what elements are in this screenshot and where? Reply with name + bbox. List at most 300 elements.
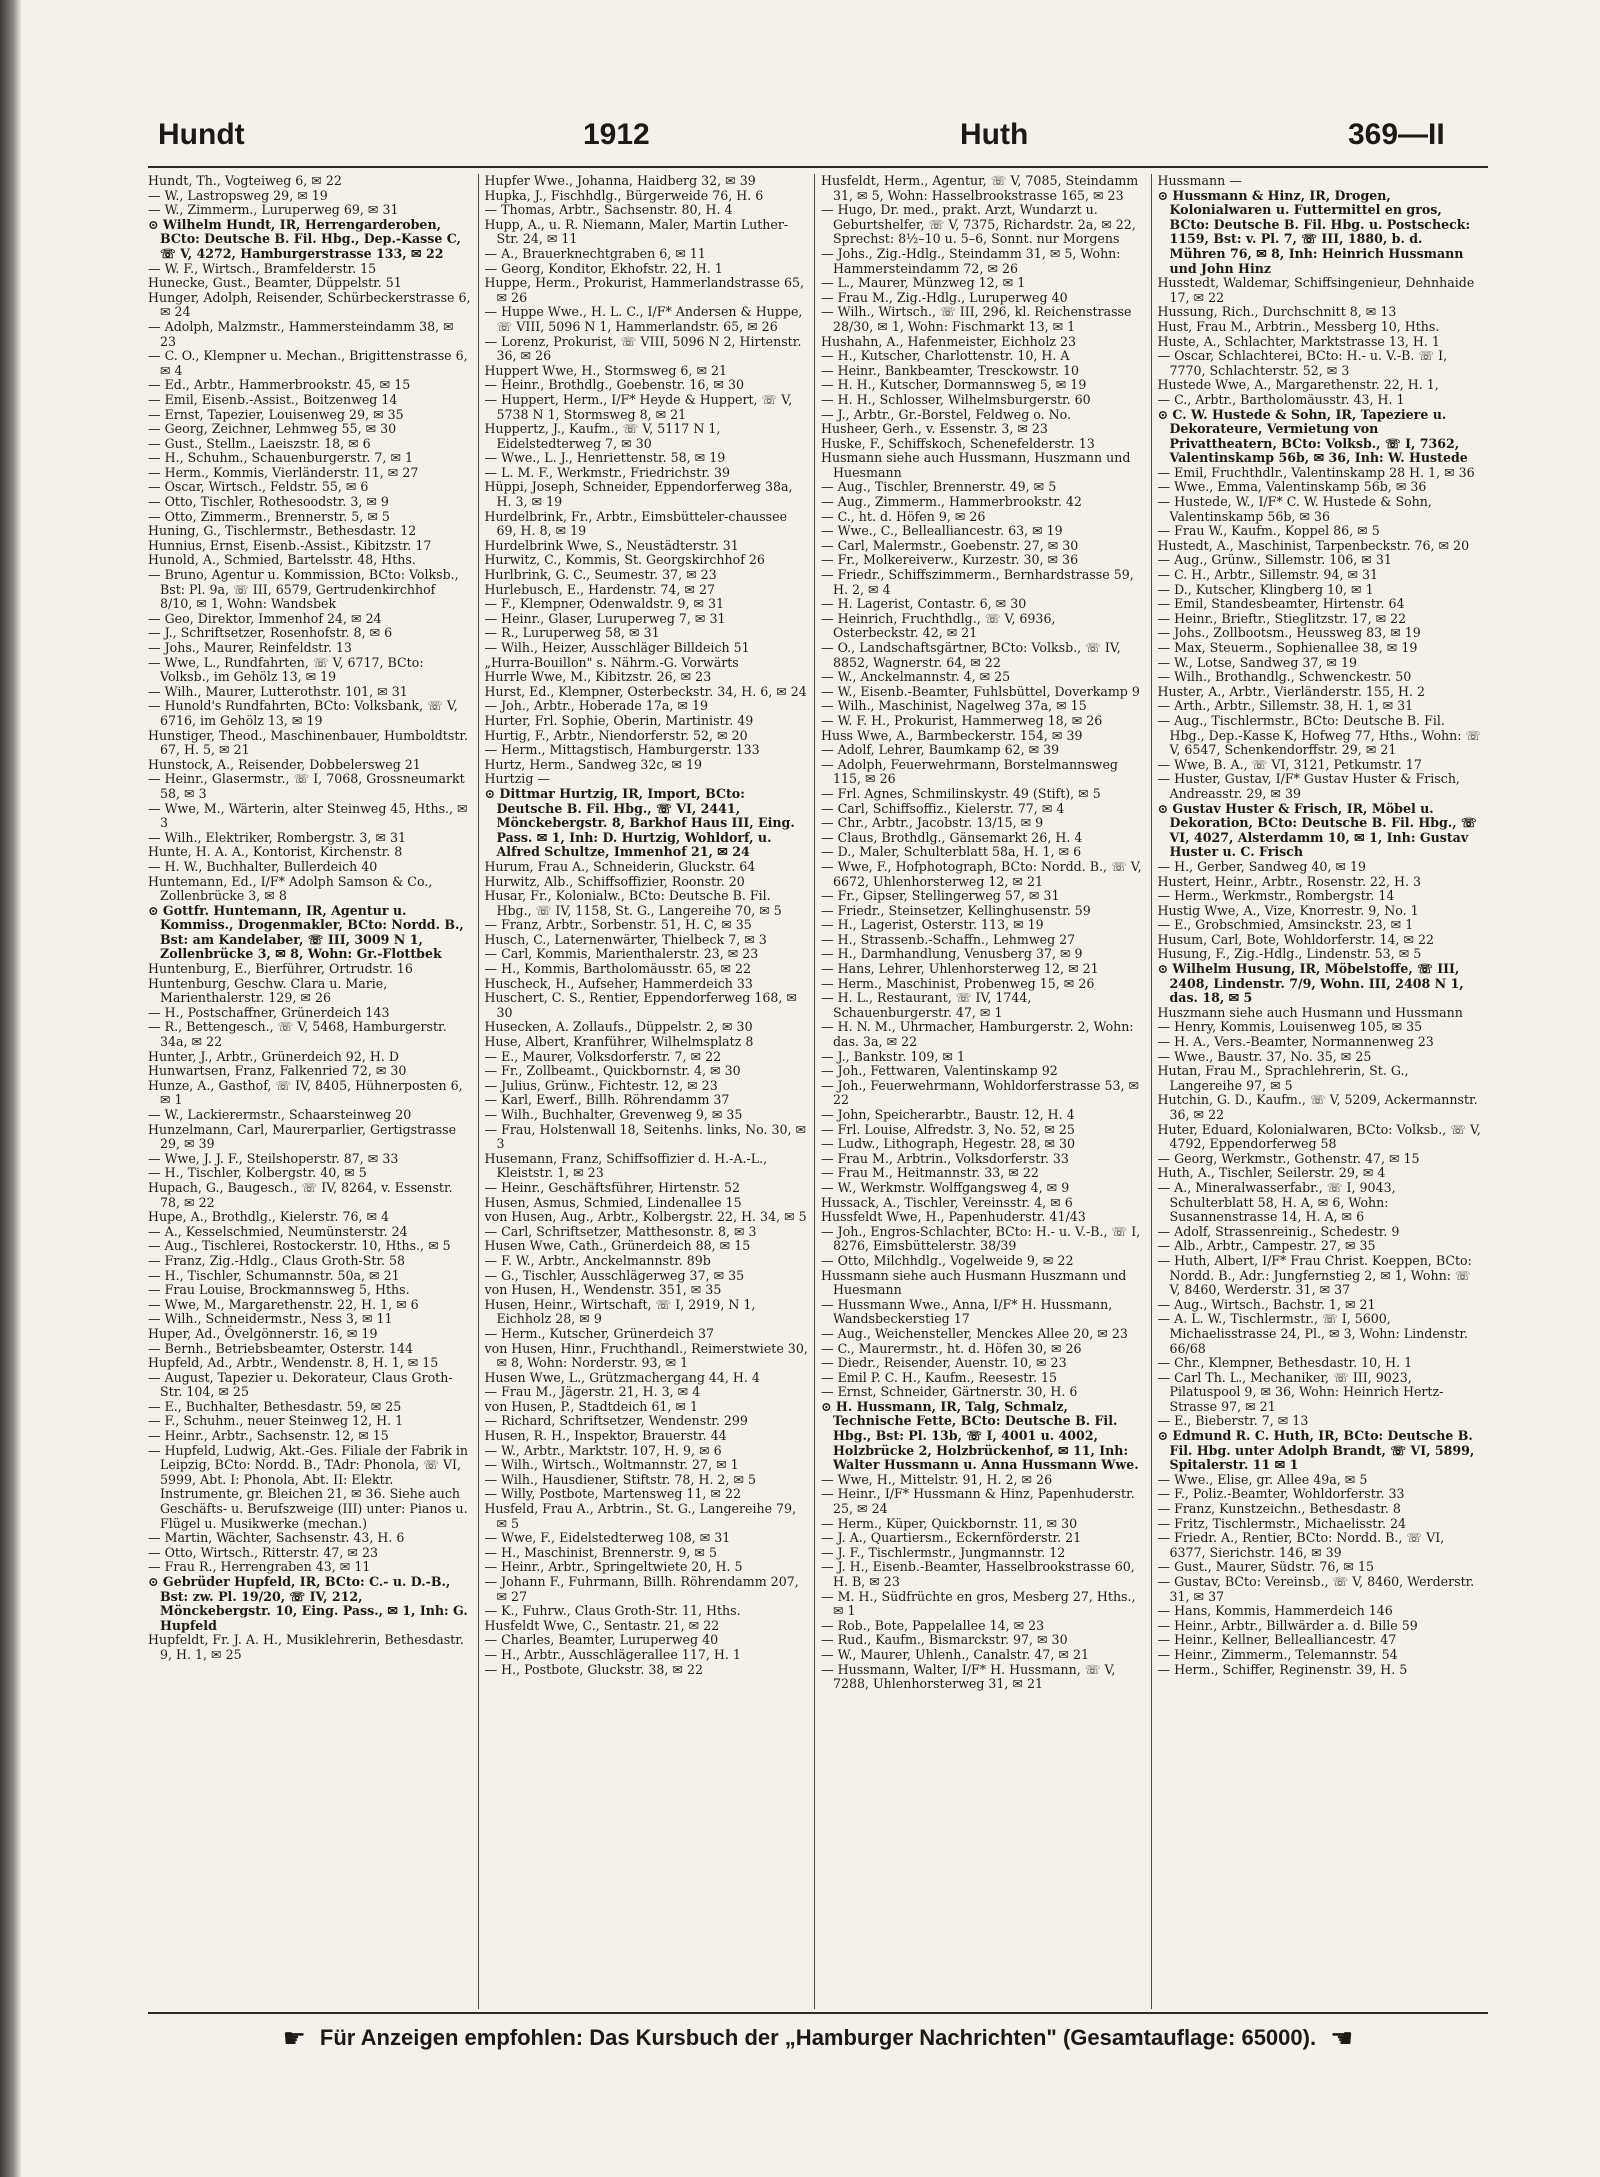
- directory-entry: — H., Arbtr., Ausschlägerallee 117, H. 1: [484, 1646, 741, 1662]
- directory-entry: Husstedt, Waldemar, Schiffsingenieur, Dehnhaide 17, ✉ 22: [1157, 275, 1475, 305]
- directory-entry: — W., Maurer, Uhlenh., Canalstr. 47, ✉ 21: [821, 1646, 1089, 1662]
- footer-advertisement-text: Für Anzeigen empfohlen: Das Kursbuch der „Hamburger Nachrichten" (Gesamtauflage: 65000).: [319, 2025, 1317, 2050]
- directory-entry: — Heinr., Glasermstr., ☏ I, 7068, Grossneumarkt 58, ✉ 3: [148, 771, 465, 801]
- directory-entry: Husum, Carl, Bote, Wohldorferstr. 14, ✉ 22: [1157, 931, 1435, 947]
- directory-entry: Hust, Frau M., Arbtrin., Messberg 10, Hths.: [1157, 318, 1440, 334]
- directory-entry: — H. L., Restaurant, ☏ IV, 1744, Schauenburgerstr. 47, ✉ 1: [821, 990, 1032, 1020]
- directory-entry: — Fritz, Tischlermstr., Michaelisstr. 24: [1157, 1515, 1407, 1531]
- directory-entry: — Wwe, L., Rundfahrten, ☏ V, 6717, BCto: Volksb., im Gehölz 13, ✉ 19: [148, 654, 424, 685]
- directory-entry: Hustert, Heinr., Arbtr., Rosenstr. 22, H. 3: [1157, 873, 1422, 889]
- header-rule: [148, 166, 1488, 168]
- directory-entry: — Herm., Kutscher, Grünerdeich 37: [484, 1325, 715, 1341]
- directory-entry: Hunnius, Ernst, Eisenb.-Assist., Kibitzstr. 17: [148, 537, 432, 553]
- directory-entry: Hupfeld, Ad., Arbtr., Wendenstr. 8, H. 1, ✉ 15: [148, 1355, 439, 1371]
- directory-entry: — H. N. M., Uhrmacher, Hamburgerstr. 2, Wohn: das. 3a, ✉ 22: [821, 1019, 1134, 1050]
- directory-entry: — M. H., Südfrüchte en gros, Mesberg 27, Hths., ✉ 1: [821, 1588, 1136, 1619]
- directory-entry: Hurlbrink, G. C., Seumestr. 37, ✉ 23: [484, 567, 717, 583]
- directory-entry: — W. F. H., Prokurist, Hammerweg 18, ✉ 26: [821, 712, 1103, 728]
- header-year: 1912: [583, 118, 650, 151]
- directory-entry: — Fr., Zollbeamt., Quickbornstr. 4, ✉ 30: [484, 1063, 741, 1079]
- directory-entry: — Gust., Maurer, Südstr. 76, ✉ 15: [1157, 1559, 1375, 1575]
- directory-entry: — Heinr., Bankbeamter, Tresckowstr. 10: [821, 362, 1080, 378]
- directory-entry: — Herm., Kommis, Vierländerstr. 11, ✉ 27: [148, 464, 419, 480]
- directory-entry: — Rud., Kaufm., Bismarckstr. 97, ✉ 30: [821, 1632, 1068, 1648]
- directory-entry: — W., Werkmstr. Wolffgangsweg 4, ✉ 9: [821, 1179, 1070, 1195]
- directory-entry: — E., Buchhalter, Bethesdastr. 59, ✉ 25: [148, 1398, 402, 1414]
- directory-entry: — Aug., Tischlerei, Rostockerstr. 10, Hths., ✉ 5: [148, 1238, 451, 1254]
- directory-entry: Huszmann siehe auch Husmann und Hussmann: [1157, 1004, 1463, 1020]
- footer-rule: [148, 2012, 1488, 2014]
- directory-entry: — Wilh., Schneidermstr., Ness 3, ✉ 11: [148, 1311, 393, 1327]
- directory-entry: — Chr., Klempner, Bethesdastr. 10, H. 1: [1157, 1355, 1413, 1371]
- directory-entry: Hurtz, Herm., Sandweg 32c, ✉ 19: [484, 756, 702, 772]
- directory-entry: — Otto, Milchhdlg., Vogelweide 9, ✉ 22: [821, 1252, 1074, 1268]
- directory-entry: Huper, Ad., Övelgönnerstr. 16, ✉ 19: [148, 1325, 378, 1341]
- directory-entry: Huth, A., Tischler, Seilerstr. 29, ✉ 4: [1157, 1165, 1386, 1181]
- directory-entry: ⊙ Wilhelm Hundt, IR, Herrengarderoben, BCto: Deutsche B. Fil. Hbg., Dep.-Kasse C, ☏ V, 4272, Hamburgerstrasse 133, ✉ 22: [148, 216, 461, 261]
- directory-entry: — Hugo, Dr. med., prakt. Arzt, Wundarzt u. Geburtshelfer, ☏ V, 7375, Richardstr. 2a, ✉ 22, Sprechst: 8½–10 u. 5–6, Sonnt. nur Morgens: [821, 202, 1136, 247]
- directory-entry: Husar, Fr., Kolonialw., BCto: Deutsche B. Fil. Hbg., ☏ IV, 1158, St. G., Langereihe 70, ✉ 5: [484, 888, 782, 918]
- directory-entry: Husen, Asmus, Schmied, Lindenallee 15: [484, 1194, 742, 1210]
- directory-entry: — Otto, Tischler, Rothesoodstr. 3, ✉ 9: [148, 494, 389, 510]
- directory-entry: — Aug., Grünw., Sillemstr. 106, ✉ 31: [1157, 552, 1392, 568]
- directory-entry: — Huster, Gustav, I/F* Gustav Huster & Frisch, Andreasstr. 29, ✉ 39: [1157, 771, 1460, 801]
- directory-entry: — Ernst, Schneider, Gärtnerstr. 30, H. 6: [821, 1384, 1078, 1400]
- directory-entry: — R., Luruperweg 58, ✉ 31: [484, 625, 660, 641]
- directory-entry: — W., Zimmerm., Luruperweg 69, ✉ 31: [148, 202, 399, 218]
- directory-entry: — Gust., Stellm., Laeiszstr. 18, ✉ 6: [148, 435, 371, 451]
- directory-entry: — Martin, Wächter, Sachsenstr. 43, H. 6: [148, 1530, 405, 1546]
- directory-entry: — Adolph, Malzmstr., Hammersteindamm 38, ✉ 23: [148, 318, 454, 349]
- directory-entry: Hustede Wwe, A., Margarethenstr. 22, H. 1,: [1157, 377, 1439, 393]
- directory-entry: Hurdelbrink, Fr., Arbtr., Eimsbütteler-chaussee 69, H. 8, ✉ 19: [484, 508, 788, 539]
- directory-entry: — Willy, Postbote, Martensweg 11, ✉ 22: [484, 1486, 742, 1502]
- pointing-hand-icon: ☛: [282, 2022, 306, 2053]
- directory-entry: — Carl, Kommis, Marienthalerstr. 23, ✉ 23: [484, 946, 759, 962]
- directory-entry: Huske, F., Schiffskoch, Schenefelderstr. 13: [821, 435, 1095, 451]
- directory-entry: — Ernst, Tapezier, Louisenweg 29, ✉ 35: [148, 406, 404, 422]
- directory-entry: — Henry, Kommis, Louisenweg 105, ✉ 35: [1157, 1019, 1423, 1035]
- directory-entry: — Johann F., Fuhrmann, Billh. Röhrendamm 207, ✉ 27: [484, 1574, 799, 1604]
- header-left-keyword: Hundt: [158, 118, 245, 151]
- directory-entry: — Wilh., Maurer, Lutterothstr. 101, ✉ 31: [148, 683, 408, 699]
- directory-entry: — Huth, Albert, I/F* Frau Christ. Koeppen, BCto: Nordd. B., Adr.: Jungfernstieg 2, ✉ 1, Wohn: ☏ V, 8460, Werderstr. 31, ✉ 37: [1157, 1252, 1472, 1298]
- directory-entry: — J., Schriftsetzer, Rosenhofstr. 8, ✉ 6: [148, 625, 393, 641]
- directory-entry: ⊙ Gustav Huster & Frisch, IR, Möbel u. Dekoration, BCto: Deutsche B. Fil. Hbg., ☏ VI, 4027, Alsterdamm 10, ✉ 1, Inh: Gustav Huster u. C. Frisch: [1157, 800, 1477, 860]
- directory-entry: — Herm., Mittagstisch, Hamburgerstr. 133: [484, 742, 760, 758]
- directory-entry: — L. M. F., Werkmstr., Friedrichstr. 39: [484, 464, 730, 480]
- directory-entry: — Aug., Tischlermstr., BCto: Deutsche B. Fil. Hbg., Dep.-Kasse K, Hofweg 77, Hths., Wohn: ☏ V, 6547, Schenkendorffstr. 29, ✉ 21: [1157, 712, 1482, 758]
- directory-entry: — Wilh., Wirtsch., ☏ III, 296, kl. Reichenstrasse 28/30, ✉ 1, Wohn: Fischmarkt 13, ✉ 1: [821, 304, 1132, 334]
- directory-entry: — Wwe, F., Hofphotograph, BCto: Nordd. B., ☏ V, 6672, Uhlenhorsterweg 12, ✉ 21: [821, 858, 1142, 889]
- directory-entry: Husen Wwe, L., Grützmachergang 44, H. 4: [484, 1369, 760, 1385]
- directory-entry: — Karl, Ewerf., Billh. Röhrendamm 37: [484, 1092, 730, 1108]
- directory-entry: — Lorenz, Prokurist, ☏ VIII, 5096 N 2, Hirtenstr. 36, ✉ 26: [484, 333, 802, 364]
- directory-entry: — Joh., Arbtr., Hoberade 17a, ✉ 19: [484, 698, 708, 714]
- directory-entry: — Frau, Holstenwall 18, Seitenhs. links, No. 30, ✉ 3: [484, 1121, 807, 1152]
- directory-entry: — Herm., Schiffer, Reginenstr. 39, H. 5: [1157, 1661, 1408, 1677]
- directory-entry: — Aug., Wirtsch., Bachstr. 1, ✉ 21: [1157, 1296, 1376, 1312]
- directory-entry: — W., Arbtr., Marktstr. 107, H. 9, ✉ 6: [484, 1442, 722, 1458]
- directory-entry: — W., Anckelmannstr. 4, ✉ 25: [821, 669, 1011, 685]
- directory-entry: Hussfeldt Wwe, H., Papenhuderstr. 41/43: [821, 1209, 1086, 1225]
- directory-entry: Hurter, Frl. Sophie, Oberin, Martinistr. 49: [484, 712, 754, 728]
- directory-entry: — E., Maurer, Volksdorferstr. 7, ✉ 22: [484, 1048, 722, 1064]
- directory-entry: — Georg, Werkmstr., Gothenstr. 47, ✉ 15: [1157, 1150, 1420, 1166]
- directory-entry: — Joh., Fettwaren, Valentinskamp 92: [821, 1063, 1058, 1079]
- directory-entry: — J., Arbtr., Gr.-Borstel, Feldweg o. No.: [821, 406, 1072, 422]
- directory-entry: — Gustav, BCto: Vereinsb., ☏ V, 8460, Werderstr. 31, ✉ 37: [1157, 1574, 1475, 1604]
- directory-entry: — Frau R., Herrengraben 43, ✉ 11: [148, 1559, 371, 1575]
- directory-entry: — Herm., Werkmstr., Rombergstr. 14: [1157, 888, 1395, 904]
- directory-entry: — Wilh., Wirtsch., Woltmannstr. 27, ✉ 1: [484, 1457, 739, 1473]
- directory-entry: ⊙ H. Hussmann, IR, Talg, Schmalz, Technische Fette, BCto: Deutsche B. Fil. Hbg., Bst: Pl. 13b, ☏ I, 4001 u. 4002, Holzbrücke 2, Holzbrückenhof, ✉ 11, Inh: Walter Hussmann u. Anna Hussmann Wwe.: [821, 1398, 1139, 1473]
- directory-entry: — Adolf, Lehrer, Baumkamp 62, ✉ 39: [821, 742, 1060, 758]
- directory-entry: — Diedr., Reisender, Auenstr. 10, ✉ 23: [821, 1355, 1067, 1371]
- directory-entry: ⊙ Dittmar Hurtzig, IR, Import, BCto: Deutsche B. Fil. Hbg., ☏ VI, 2441, Mönckebergstr. 8, Barkhof Haus III, Eing. Pass. ✉ 1, Inh: D. Hurtzig, Wohldorf, u. Alfred Schultze, Immenhof 21, ✉ 24: [484, 785, 795, 860]
- directory-entry: — Oscar, Schlachterei, BCto: H.- u. V.-B. ☏ I, 7770, Schlachterstr. 52, ✉ 3: [1157, 348, 1448, 378]
- directory-entry: — Carl, Malermstr., Goebenstr. 27, ✉ 30: [821, 537, 1079, 553]
- directory-entry: — H. A., Vers.-Beamter, Normannenweg 23: [1157, 1034, 1434, 1050]
- directory-entry: — Frau M., Heitmannstr. 33, ✉ 22: [821, 1165, 1039, 1181]
- directory-entry: — Wwe., Elise, gr. Allee 49a, ✉ 5: [1157, 1471, 1368, 1487]
- directory-entry: — H., Tischler, Kolbergstr. 40, ✉ 5: [148, 1165, 367, 1181]
- directory-entry: — Otto, Wirtsch., Ritterstr. 47, ✉ 23: [148, 1544, 378, 1560]
- directory-entry: — Hustede, W., I/F* C. W. Hustede & Sohn, Valentinskamp 56b, ✉ 36: [1157, 494, 1432, 524]
- directory-entry: — O., Landschaftsgärtner, BCto: Volksb., ☏ IV, 8852, Wagnerstr. 64, ✉ 22: [821, 640, 1121, 670]
- directory-entry: — Fr., Molkereiverw., Kurzestr. 30, ✉ 36: [821, 552, 1079, 568]
- directory-entry: — Heinr., Brothdlg., Goebenstr. 16, ✉ 30: [484, 377, 745, 393]
- directory-entry: — Friedr., Schiffszimmerm., Bernhardstrasse 59, H. 2, ✉ 4: [821, 567, 1134, 597]
- directory-entry: Hunstiger, Theod., Maschinenbauer, Humboldtstr. 67, H. 5, ✉ 21: [148, 727, 469, 758]
- directory-entry: — Wilh., Heizer, Ausschläger Billdeich 51: [484, 640, 750, 655]
- directory-entry: — Franz, Arbtr., Sorbenstr. 51, H. C, ✉ 35: [484, 917, 752, 933]
- directory-entry: — C. H., Arbtr., Sillemstr. 94, ✉ 31: [1157, 567, 1379, 583]
- directory-entry: — Frau M., Arbtrin., Volksdorferstr. 33: [821, 1150, 1069, 1166]
- directory-entry: Hurlebusch, E., Hardenstr. 74, ✉ 27: [484, 581, 716, 597]
- directory-entry: — H., Maschinist, Brennerstr. 9, ✉ 5: [484, 1544, 717, 1560]
- header-right-keyword: Huth: [960, 118, 1029, 151]
- directory-entry: — Alb., Arbtr., Campestr. 27, ✉ 35: [1157, 1238, 1376, 1254]
- directory-entry: Husmann siehe auch Hussmann, Huszmann und Huesmann: [821, 450, 1131, 480]
- directory-entry: Hussack, A., Tischler, Vereinsstr. 4, ✉ 6: [821, 1194, 1073, 1210]
- directory-entry: Husch, C., Laternenwärter, Thielbeck 7, ✉ 3: [484, 931, 767, 947]
- directory-entry: — Arth., Arbtr., Sillemstr. 38, H. 1, ✉ 31: [1157, 698, 1414, 714]
- directory-entry: — Wwe, B. A., ☏ VI, 3121, Petkumstr. 17: [1157, 756, 1422, 772]
- directory-entry: — Carl, Schiffsoffiz., Kielerstr. 77, ✉ 4: [821, 800, 1065, 816]
- directory-entry: — Wwe., L. J., Henriettenstr. 58, ✉ 19: [484, 450, 726, 466]
- directory-entry: Husen, Heinr., Wirtschaft, ☏ I, 2919, N 1, Eichholz 28, ✉ 9: [484, 1296, 756, 1327]
- directory-entry: — J., Bankstr. 109, ✉ 1: [821, 1048, 965, 1064]
- directory-entry: — Hans, Kommis, Hammerdeich 146: [1157, 1603, 1393, 1619]
- directory-entry: — Wilh., Hausdiener, Stiftstr. 78, H. 2, ✉ 5: [484, 1471, 757, 1487]
- directory-entry: Hunecke, Gust., Beamter, Düppelstr. 51: [148, 275, 402, 291]
- directory-entry: Hupach, G., Baugesch., ☏ IV, 8264, v. Essenstr. 78, ✉ 22: [148, 1179, 453, 1210]
- directory-entry: Hupe, A., Brothdlg., Kielerstr. 76, ✉ 4: [148, 1209, 390, 1225]
- directory-entry: — A. L. W., Tischlermstr., ☏ I, 5600, Michaelisstrasse 24, Pl., ✉ 3, Wohn: Lindenstr. 66/68: [1157, 1311, 1469, 1356]
- directory-entry: Hustedt, A., Maschinist, Tarpenbeckstr. 76, ✉ 20: [1157, 537, 1470, 553]
- directory-entry: — C., Maurermstr., ht. d. Höfen 30, ✉ 26: [821, 1340, 1082, 1356]
- directory-entry: — K., Fuhrw., Claus Groth-Str. 11, Hths.: [484, 1603, 741, 1619]
- running-head: [148, 118, 1488, 158]
- directory-entry: — Wilh., Maschinist, Nagelweg 37a, ✉ 15: [821, 698, 1087, 714]
- directory-entry: — Hupfeld, Ludwig, Akt.-Ges. Filiale der Fabrik in Leipzig, BCto: Nordd. B., TAdr: Phonola, ☏ VI, 5999, Abt. I: Phonola, Abt. II: Elektr. Instrumente, gr. Bleichen 21, ✉ 36. Siehe auch Geschäfts- u. Berufszweige (III) unter: Pianos u. Flügel u. Musikwerke (mechan.): [148, 1442, 469, 1531]
- directory-entry: Huntenburg, Geschw. Clara u. Marie, Marienthalerstr. 129, ✉ 26: [148, 975, 388, 1006]
- directory-column-3: [821, 174, 1152, 2009]
- directory-entry: Husecken, A. Zollaufs., Düppelstr. 2, ✉ 30: [484, 1019, 753, 1035]
- directory-entry: — L., Maurer, Münzweg 12, ✉ 1: [821, 275, 1026, 291]
- directory-entry: — J. A., Quartiersm., Eckernförderstr. 21: [821, 1530, 1082, 1546]
- directory-entry: — H., Darmhandlung, Venusberg 37, ✉ 9: [821, 946, 1083, 962]
- directory-entry: — H., Postschaffner, Grünerdeich 143: [148, 1004, 390, 1020]
- directory-entry: — A., Mineralwasserfabr., ☏ I, 9043, Schulterblatt 58, H. A, ✉ 6, Wohn: Susannenstrasse 14, H. A, ✉ 6: [1157, 1179, 1396, 1225]
- directory-entry: — Hans, Lehrer, Uhlenhorsterweg 12, ✉ 21: [821, 961, 1099, 977]
- directory-entry: — Hussmann Wwe., Anna, I/F* H. Hussmann, Wandsbeckerstieg 17: [821, 1296, 1113, 1327]
- directory-entry: — F., Schuhm., neuer Steinweg 12, H. 1: [148, 1413, 404, 1429]
- directory-entry: — W., Lastropsweg 29, ✉ 19: [148, 187, 328, 203]
- directory-entry: — Johs., Zig.-Hdlg., Steindamm 31, ✉ 5, Wohn: Hammersteindamm 72, ✉ 26: [821, 245, 1121, 276]
- directory-entry: — Heinr., Arbtr., Sachsenstr. 12, ✉ 15: [148, 1428, 389, 1444]
- directory-entry: Hunwartsen, Franz, Falkenried 72, ✉ 30: [148, 1063, 407, 1079]
- directory-entry: — John, Speicherarbtr., Baustr. 12, H. 4: [821, 1107, 1075, 1122]
- directory-entry: — Chr., Arbtr., Jacobstr. 13/15, ✉ 9: [821, 815, 1044, 831]
- directory-entry: — E., Grobschmied, Amsinckstr. 23, ✉ 1: [1157, 917, 1414, 933]
- directory-entry: Hussmann —: [1157, 174, 1242, 188]
- directory-entry: Husfeld, Frau A., Arbtrin., St. G., Langereihe 79, ✉ 5: [484, 1501, 797, 1531]
- directory-entry: Hurum, Frau A., Schneiderin, Gluckstr. 64: [484, 858, 756, 874]
- directory-entry: — Frau M., Zig.-Hdlg., Luruperweg 40: [821, 289, 1068, 305]
- directory-entry: — Hussmann, Walter, I/F* H. Hussmann, ☏ V, 7288, Uhlenhorsterweg 31, ✉ 21: [821, 1661, 1116, 1692]
- directory-entry: Hurtig, F., Arbtr., Niendorferstr. 52, ✉ 20: [484, 727, 748, 743]
- directory-entry: Huste, A., Schlachter, Marktstrasse 13, H. 1: [1157, 333, 1440, 349]
- directory-entry: — Carl Th. L., Mechaniker, ☏ III, 9023, Pilatuspool 9, ✉ 36, Wohn: Heinrich Hertz-Strasse 97, ✉ 21: [1157, 1369, 1444, 1414]
- directory-entry: Hustig Wwe, A., Vize, Knorrestr. 9, No. 1: [1157, 902, 1419, 918]
- directory-entry: Hunter, J., Arbtr., Grünerdeich 92, H. D: [148, 1048, 399, 1064]
- directory-entry: — F. W., Arbtr., Anckelmannstr. 89b: [484, 1252, 711, 1268]
- directory-entry: Hupfeldt, Fr. J. A. H., Musiklehrerin, Bethesdastr. 9, H. 1, ✉ 25: [148, 1632, 464, 1662]
- directory-entry: — Heinr., Arbtr., Springeltwiete 20, H. 5: [484, 1559, 743, 1575]
- directory-entry: Husfeldt, Herm., Agentur, ☏ V, 7085, Steindamm 31, ✉ 5, Wohn: Hasselbrookstrasse 165, ✉ 23: [821, 174, 1139, 203]
- directory-entry: — Franz, Kunstzeichn., Bethesdastr. 8: [1157, 1501, 1401, 1517]
- directory-entry: — Heinr., Arbtr., Billwärder a. d. Bille 59: [1157, 1617, 1418, 1633]
- directory-entry: Hurst, Ed., Klempner, Osterbeckstr. 34, H. 6, ✉ 24: [484, 683, 807, 699]
- directory-entry: — Georg, Zeichner, Lehmweg 55, ✉ 30: [148, 421, 397, 437]
- directory-entry: — Emil, Standesbeamter, Hirtenstr. 64: [1157, 596, 1405, 612]
- directory-entry: — G., Tischler, Ausschlägerweg 37, ✉ 35: [484, 1267, 745, 1283]
- directory-entry: — Charles, Beamter, Luruperweg 40: [484, 1632, 719, 1648]
- directory-columns: [148, 174, 1488, 2009]
- directory-entry: — Carl, Schriftsetzer, Matthesonstr. 8, ✉ 3: [484, 1223, 757, 1239]
- directory-entry: Huning, G., Tischlermstr., Bethesdastr. 12: [148, 523, 417, 539]
- directory-entry: — Richard, Schriftsetzer, Wendenstr. 299: [484, 1413, 748, 1429]
- pointing-hand-icon: ☛: [1330, 2022, 1354, 2053]
- page-number: 369—II: [1348, 118, 1445, 151]
- directory-entry: — J. H., Eisenb.-Beamter, Hasselbrookstrasse 60, H. B, ✉ 23: [821, 1559, 1135, 1589]
- directory-entry: ⊙ Hussmann & Hinz, IR, Drogen, Kolonialwaren u. Futtermittel en gros, BCto: Deutsche B. Fil. Hbg. u. Postscheck: 1159, Bst: v. Pl. 7, ☏ III, 1880, b. d. Mühren 76, ✉ 8, Inh: Heinrich Hussmann und John Hinz: [1157, 187, 1471, 276]
- directory-entry: — H., Gerber, Sandweg 40, ✉ 19: [1157, 858, 1366, 874]
- directory-entry: — Joh., Feuerwehrmann, Wohldorferstrasse 53, ✉ 22: [821, 1077, 1140, 1108]
- directory-column-1: [148, 174, 479, 2009]
- directory-entry: — Johs., Zollbootsm., Heussweg 83, ✉ 19: [1157, 625, 1421, 641]
- directory-entry: Huse, Albert, Kranführer, Wilhelmsplatz 8: [484, 1034, 754, 1050]
- directory-entry: — J. F., Tischlermstr., Jungmannstr. 12: [821, 1544, 1066, 1560]
- directory-entry: — Wilh., Brothandlg., Schwenckestr. 50: [1157, 669, 1412, 685]
- directory-entry: — D., Kutscher, Klingberg 10, ✉ 1: [1157, 581, 1374, 597]
- directory-entry: — Thomas, Arbtr., Sachsenstr. 80, H. 4: [484, 202, 733, 218]
- directory-entry: — Wwe, M., Margarethenstr. 22, H. 1, ✉ 6: [148, 1296, 419, 1312]
- directory-entry: — Aug., Tischler, Brennerstr. 49, ✉ 5: [821, 479, 1057, 495]
- directory-entry: — H. H., Kutscher, Dormannsweg 5, ✉ 19: [821, 377, 1087, 393]
- directory-entry: — Geo, Direktor, Immenhof 24, ✉ 24: [148, 610, 382, 626]
- directory-entry: Hupp, A., u. R. Niemann, Maler, Martin Luther-Str. 24, ✉ 11: [484, 216, 789, 247]
- directory-entry: — Heinr., Geschäftsführer, Hirtenstr. 52: [484, 1179, 740, 1195]
- directory-entry: Hurwitz, C., Kommis, St. Georgskirchhof 26: [484, 552, 765, 568]
- directory-entry: — W., Eisenb.-Beamter, Fuhlsbüttel, Doverkamp 9: [821, 683, 1140, 699]
- directory-entry: — Aug., Zimmerm., Hammerbrookstr. 42: [821, 494, 1082, 510]
- directory-entry: — A., Kesselschmied, Neumünsterstr. 24: [148, 1223, 408, 1239]
- advertisement-footer: [148, 2020, 1488, 2056]
- directory-entry: — H. Lagerist, Contastr. 6, ✉ 30: [821, 596, 1027, 612]
- directory-entry: — Adolph, Feuerwehrmann, Borstelmannsweg 115, ✉ 26: [821, 756, 1118, 787]
- directory-entry: — Wwe., Emma, Valentinskamp 56b, ✉ 36: [1157, 479, 1427, 495]
- directory-entry: — Heinrich, Fruchthdlg., ☏ V, 6936, Osterbeckstr. 42, ✉ 21: [821, 610, 1056, 641]
- directory-entry: Husung, F., Zig.-Hdlg., Lindenstr. 53, ✉ 5: [1157, 946, 1422, 962]
- directory-entry: — Emil P. C. H., Kaufm., Reesestr. 15: [821, 1369, 1058, 1385]
- directory-entry: — W. F., Wirtsch., Bramfelderstr. 15: [148, 260, 377, 276]
- directory-entry: — Georg, Konditor, Ekhofstr. 22, H. 1: [484, 260, 723, 276]
- directory-entry: — F., Klempner, Odenwaldstr. 9, ✉ 31: [484, 596, 725, 612]
- directory-entry: Huntenburg, E., Bierführer, Ortrudstr. 16: [148, 961, 413, 977]
- directory-entry: Hunold, A., Schmied, Bartelsstr. 48, Hths.: [148, 552, 416, 568]
- directory-entry: Huschert, C. S., Rentier, Eppendorferweg 168, ✉ 30: [484, 990, 797, 1020]
- directory-entry: Huppe, Herm., Prokurist, Hammerlandstrasse 65, ✉ 26: [484, 275, 804, 305]
- directory-entry: Hupfer Wwe., Johanna, Haidberg 32, ✉ 39: [484, 174, 756, 188]
- directory-entry: — Frl. Agnes, Schmilinskystr. 49 (Stift), ✉ 5: [821, 785, 1101, 801]
- directory-entry: — Emil, Fruchthdlr., Valentinskamp 28 H. 1, ✉ 36: [1157, 464, 1475, 480]
- directory-entry: — Bernh., Betriebsbeamter, Osterstr. 144: [148, 1340, 413, 1356]
- directory-entry: — Heinr., Glaser, Luruperweg 7, ✉ 31: [484, 610, 726, 626]
- directory-entry: — Max, Steuerm., Sophienallee 38, ✉ 19: [1157, 640, 1418, 655]
- directory-entry: — Frau W., Kaufm., Koppel 86, ✉ 5: [1157, 523, 1380, 539]
- directory-entry: ⊙ Gebrüder Hupfeld, IR, BCto: C.- u. D.-B., Bst: zw. Pl. 19/20, ☏ IV, 212, Mönckebergstr. 10, Eing. Pass., ✉ 1, Inh: G. Hupfeld: [148, 1574, 468, 1633]
- directory-entry: — Frl. Louise, Alfredstr. 3, No. 52, ✉ 25: [821, 1121, 1075, 1137]
- directory-entry: — Franz, Zig.-Hdlg., Claus Groth-Str. 58: [148, 1252, 406, 1268]
- page-binding-edge: [0, 0, 22, 2177]
- directory-entry: — Adolf, Strassenreinig., Schedestr. 9: [1157, 1223, 1400, 1239]
- directory-entry: — Wilh., Elektriker, Rombergstr. 3, ✉ 31: [148, 829, 407, 845]
- directory-entry: Hunte, H. A. A., Kontorist, Kirchenstr. 8: [148, 844, 403, 860]
- directory-entry: — Joh., Engros-Schlachter, BCto: H.- u. V.-B., ☏ I, 8276, Eimsbüttelerstr. 38/39: [821, 1223, 1141, 1254]
- directory-entry: Hunstock, A., Reisender, Dobbelersweg 21: [148, 756, 421, 772]
- directory-entry: — Wwe, F., Eidelstedterweg 108, ✉ 31: [484, 1530, 731, 1546]
- directory-entry: Hushahn, A., Hafenmeister, Eichholz 23: [821, 333, 1077, 349]
- directory-entry: Hundt, Th., Vogteiweg 6, ✉ 22: [148, 174, 342, 188]
- directory-entry: — D., Maler, Schulterblatt 58a, H. 1, ✉ 6: [821, 844, 1082, 860]
- directory-entry: — C. O., Klempner u. Mechan., Brigittenstrasse 6, ✉ 4: [148, 348, 468, 378]
- directory-entry: „Hurra-Bouillon" s. Nährm.-G. Vorwärts: [484, 654, 739, 670]
- directory-entry: Hunger, Adolph, Reisender, Schürbeckerstrasse 6, ✉ 24: [148, 289, 471, 320]
- directory-entry: Hurrle Wwe, M., Kibitzstr. 26, ✉ 23: [484, 669, 712, 685]
- directory-entry: — Claus, Brothdlg., Gänsemarkt 26, H. 4: [821, 829, 1083, 845]
- directory-entry: — Ludw., Lithograph, Hegestr. 28, ✉ 30: [821, 1136, 1076, 1152]
- directory-entry: Hüppi, Joseph, Schneider, Eppendorferweg 38a, H. 3, ✉ 19: [484, 479, 793, 510]
- directory-entry: — Aug., Weichensteller, Menckes Allee 20, ✉ 23: [821, 1325, 1128, 1341]
- directory-entry: — Frau Louise, Brockmannsweg 5, Hths.: [148, 1282, 410, 1298]
- directory-entry: — Heinr., Zimmerm., Telemannstr. 54: [1157, 1646, 1398, 1662]
- directory-entry: — F., Poliz.-Beamter, Wohldorferstr. 33: [1157, 1486, 1405, 1502]
- directory-entry: — Wwe, H., Mittelstr. 91, H. 2, ✉ 26: [821, 1471, 1053, 1487]
- directory-entry: — H. H., Schlosser, Wilhelmsburgerstr. 60: [821, 391, 1091, 407]
- directory-entry: — Fr., Gipser, Stellingerweg 57, ✉ 31: [821, 888, 1060, 904]
- directory-entry: — Herm., Maschinist, Probenweg 15, ✉ 26: [821, 975, 1095, 991]
- directory-entry: — W., Lotse, Sandweg 37, ✉ 19: [1157, 654, 1357, 670]
- directory-entry: Huster, A., Arbtr., Vierländerstr. 155, H. 2: [1157, 683, 1425, 699]
- directory-entry: Huntemann, Ed., I/F* Adolph Samson & Co., Zollenbrücke 3, ✉ 8: [148, 873, 433, 904]
- directory-entry: — Heinr., I/F* Hussmann & Hinz, Papenhuderstr. 25, ✉ 24: [821, 1486, 1135, 1517]
- directory-entry: — W., Lackierermstr., Schaarsteinweg 20: [148, 1107, 412, 1122]
- directory-entry: — E., Bieberstr. 7, ✉ 13: [1157, 1413, 1309, 1429]
- directory-entry: Huscheck, H., Aufseher, Hammerdeich 33: [484, 975, 753, 991]
- directory-entry: ⊙ Edmund R. C. Huth, IR, BCto: Deutsche B. Fil. Hbg. unter Adolph Brandt, ☏ VI, 5899, Spitalerstr. 11 ✉ 1: [1157, 1428, 1475, 1473]
- directory-entry: — H. W., Buchhalter, Bullerdeich 40: [148, 858, 378, 874]
- directory-entry: von Husen, Hinr., Fruchthandl., Reimerstwiete 30, ✉ 8, Wohn: Norderstr. 93, ✉ 1: [484, 1340, 808, 1371]
- directory-entry: von Husen, P., Stadtdeich 61, ✉ 1: [484, 1398, 698, 1414]
- directory-entry: ⊙ C. W. Hustede & Sohn, IR, Tapeziere u. Dekorateure, Vermietung von Privattheatern, BCto: Volksb., ☏ I, 7362, Valentinskamp 56b, ✉ 36, Inh: W. Hustede: [1157, 406, 1468, 466]
- directory-entry: — Rob., Bote, Pappelallee 14, ✉ 23: [821, 1617, 1045, 1633]
- directory-entry: — Huppe Wwe., H. L. C., I/F* Andersen & Huppe, ☏ VIII, 5096 N 1, Hammerlandstr. 65, ✉ 26: [484, 304, 803, 334]
- directory-entry: Husfeldt Wwe, C., Sentastr. 21, ✉ 22: [484, 1617, 720, 1633]
- directory-entry: Hunze, A., Gasthof, ☏ IV, 8405, Hühnerposten 6, ✉ 1: [148, 1077, 463, 1108]
- directory-entry: ⊙ Gottfr. Huntemann, IR, Agentur u. Kommiss., Drogenmakler, BCto: Nordd. B., Bst: am Kandelaber, ☏ III, 3009 N 1, Zollenbrücke 3, ✉ 8, Wohn: Gr.-Flottbek: [148, 902, 464, 962]
- directory-entry: Hutan, Frau M., Sprachlehrerin, St. G., Langereihe 97, ✉ 5: [1157, 1063, 1409, 1093]
- directory-column-2: [485, 174, 816, 2009]
- directory-column-4: [1158, 174, 1489, 2009]
- directory-entry: ⊙ Wilhelm Husung, IR, Möbelstoffe, ☏ III, 2408, Lindenstr. 7/9, Wohn. III, 2408 N 1, das. 18, ✉ 5: [1157, 961, 1464, 1006]
- directory-entry: Huppertz, J., Kaufm., ☏ V, 5117 N 1, Eidelstedterweg 7, ✉ 30: [484, 421, 721, 451]
- directory-entry: — H., Strassenb.-Schaffn., Lehmweg 27: [821, 931, 1076, 947]
- directory-entry: — Friedr. A., Rentier, BCto: Nordd. B., ☏ VI, 6377, Sierichstr. 146, ✉ 39: [1157, 1530, 1445, 1560]
- directory-entry: — August, Tapezier u. Dekorateur, Claus Groth-Str. 104, ✉ 25: [148, 1369, 453, 1400]
- directory-entry: Hurtzig —: [484, 771, 550, 787]
- directory-entry: — Hunold's Rundfahrten, BCto: Volksbank, ☏ V, 6716, im Gehölz 13, ✉ 19: [148, 698, 458, 728]
- directory-entry: Hutchin, G. D., Kaufm., ☏ V, 5209, Ackermannstr. 36, ✉ 22: [1157, 1092, 1478, 1122]
- directory-entry: Hurdelbrink Wwe, S., Neustädterstr. 31: [484, 537, 739, 553]
- directory-entry: — Ed., Arbtr., Hammerbrookstr. 45, ✉ 15: [148, 377, 411, 393]
- directory-entry: Hunzelmann, Carl, Maurerparlier, Gertigstrasse 29, ✉ 39: [148, 1121, 457, 1152]
- directory-entry: — C., Arbtr., Bartholomäusstr. 43, H. 1: [1157, 391, 1405, 407]
- directory-entry: Hussung, Rich., Durchschnitt 8, ✉ 13: [1157, 304, 1397, 320]
- directory-entry: — Frau M., Jägerstr. 21, H. 3, ✉ 4: [484, 1384, 701, 1400]
- directory-entry: — H., Tischler, Schumannstr. 50a, ✉ 21: [148, 1267, 400, 1283]
- directory-entry: Hupka, J., Fischhdlg., Bürgerweide 76, H. 6: [484, 187, 764, 203]
- directory-entry: — Oscar, Wirtsch., Feldstr. 55, ✉ 6: [148, 479, 369, 495]
- directory-entry: — Wilh., Buchhalter, Grevenweg 9, ✉ 35: [484, 1107, 743, 1122]
- directory-entry: Hussmann siehe auch Husmann Huszmann und Huesmann: [821, 1267, 1127, 1298]
- directory-entry: Husheer, Gerh., v. Essenstr. 3, ✉ 23: [821, 421, 1048, 437]
- directory-entry: — Herm., Küper, Quickbornstr. 11, ✉ 30: [821, 1515, 1078, 1531]
- directory-entry: von Husen, H., Wendenstr. 351, ✉ 35: [484, 1282, 722, 1298]
- directory-entry: — Huppert, Herm., I/F* Heyde & Huppert, ☏ V, 5738 N 1, Stormsweg 8, ✉ 21: [484, 391, 793, 422]
- directory-entry: — Wwe., Baustr. 37, No. 35, ✉ 25: [1157, 1048, 1372, 1064]
- directory-entry: — H., Kommis, Bartholomäusstr. 65, ✉ 22: [484, 961, 752, 977]
- directory-entry: — A., Brauerknechtgraben 6, ✉ 11: [484, 245, 706, 261]
- directory-entry: von Husen, Aug., Arbtr., Kolbergstr. 22, H. 34, ✉ 5: [484, 1209, 807, 1225]
- directory-entry: — H., Lagerist, Osterstr. 113, ✉ 19: [821, 917, 1044, 933]
- directory-entry: — Heinr., Brieftr., Stieglitzstr. 17, ✉ 22: [1157, 610, 1407, 626]
- directory-entry: Huss Wwe, A., Barmbeckerstr. 154, ✉ 39: [821, 727, 1083, 743]
- directory-entry: — Heinr., Kellner, Bellealliancestr. 47: [1157, 1632, 1397, 1648]
- directory-entry: Huter, Eduard, Kolonialwaren, BCto: Volksb., ☏ V, 4792, Eppendorferweg 58: [1157, 1121, 1481, 1152]
